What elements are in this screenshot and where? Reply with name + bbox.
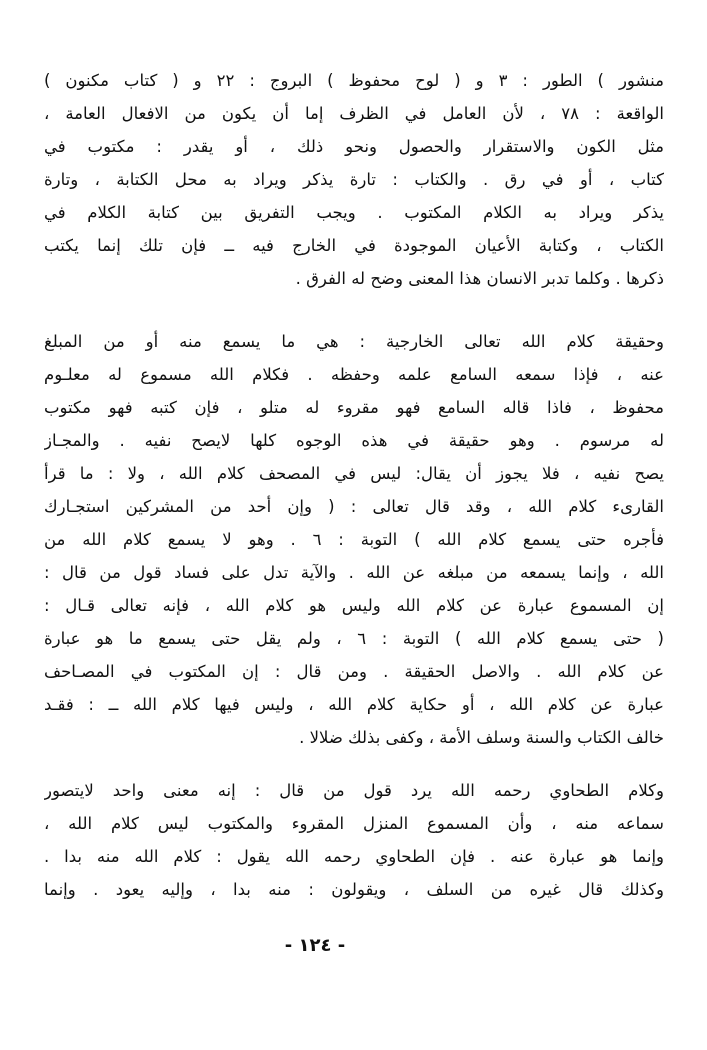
text-line: الواقعة : ٧٨ ، لأن العامل في الظرف إما أن يكون من الافعال العامة ، — [44, 104, 664, 123]
text-line: وكذلك قال غيره من السلف ، ويقولون : منه بدا ، وإليه يعود . وإنما — [44, 880, 664, 899]
text-line: له مرسوم . وهو حقيقة في هذه الوجوه كلها لايصح نفيه . والمجـاز — [44, 431, 664, 450]
text-line: إن المسموع عبارة عن كلام الله وليس هو كلام الله ، فإنه تعالى قـال : — [44, 596, 664, 615]
paragraph-2 — [44, 325, 664, 754]
text-line: كتاب ، أو في رق . والكتاب : تارة يذكر ويراد به محل الكتابة ، وتارة — [44, 170, 664, 189]
text-line: عبارة عن كلام الله ، أو حكاية كلام الله ، وليس فيها كلام الله ــ : فقـد — [44, 695, 664, 714]
text-line: خالف الكتاب والسنة وسلف الأمة ، وكفى بذلك ضلالا . — [299, 728, 664, 747]
paragraph-3 — [44, 774, 664, 906]
text-line: يذكر ويراد به الكلام المكتوب . ويجب التفريق بين كتابة الكلام في — [44, 203, 664, 222]
text-line: عنه ، فإذا سمعه السامع علمه وحفظه . فكلام الله مسموع له معلـوم — [44, 365, 664, 384]
text-line: محفوظ ، فاذا قاله السامع فهو مقروء له متلو ، فإن كتبه فهو مكتوب — [44, 398, 664, 417]
text-line: يصح نفيه ، فلا يجوز أن يقال: ليس في المصحف كلام الله ، ولا : ما قرأ — [44, 464, 664, 483]
text-line: فأجره حتى يسمع كلام الله ) التوبة : ٦ . وهو لا يسمع كلام الله من — [44, 530, 664, 549]
text-line: الكتاب ، وكتابة الأعيان الموجودة في الخارج فيه ــ فإن تلك إنما يكتب — [44, 236, 664, 255]
text-line: عن كلام الله . والاصل الحقيقة . ومن قال : إن المكتوب في المصـاحف — [44, 662, 664, 681]
text-line: منشور ) الطور : ٣ و ( لوح محفوظ ) البروج : ٢٢ و ( كتاب مكنون ) — [44, 71, 664, 90]
text-line: ذكرها . وكلما تدبر الانسان هذا المعنى وضح له الفرق . — [295, 269, 664, 288]
text-line: القارىء كلام الله ، وقد قال تعالى : ( وإن أحد من المشركين استجـارك — [44, 497, 664, 516]
text-line: سماعه منه ، وأن المسموع المنزل المقروء والمكتوب ليس كلام الله ، — [44, 814, 664, 833]
text-line: الله ، وإنما يسمعه من مبلغه عن الله . والآية تدل على فساد قول من قال : — [44, 563, 664, 582]
text-line: وكلام الطحاوي رحمه الله يرد قول من قال : إنه معنى واحد لايتصور — [44, 781, 664, 800]
text-line: وحقيقة كلام الله تعالى الخارجية : هي ما يسمع منه أو من المبلغ — [44, 332, 664, 351]
page-number: - ١٢٤ - — [284, 935, 346, 956]
text-line: وإنما هو عبارة عنه . فإن الطحاوي رحمه الله يقول : كلام الله منه بدا . — [44, 847, 664, 866]
paragraph-1 — [44, 64, 664, 295]
text-line: مثل الكون والاستقرار والحصول ونحو ذلك ، أو يقدر : مكتوب في — [44, 137, 664, 156]
text-line: ( حتى يسمع كلام الله ) التوبة : ٦ ، ولم يقل حتى يسمع ما هو عبارة — [44, 629, 664, 648]
